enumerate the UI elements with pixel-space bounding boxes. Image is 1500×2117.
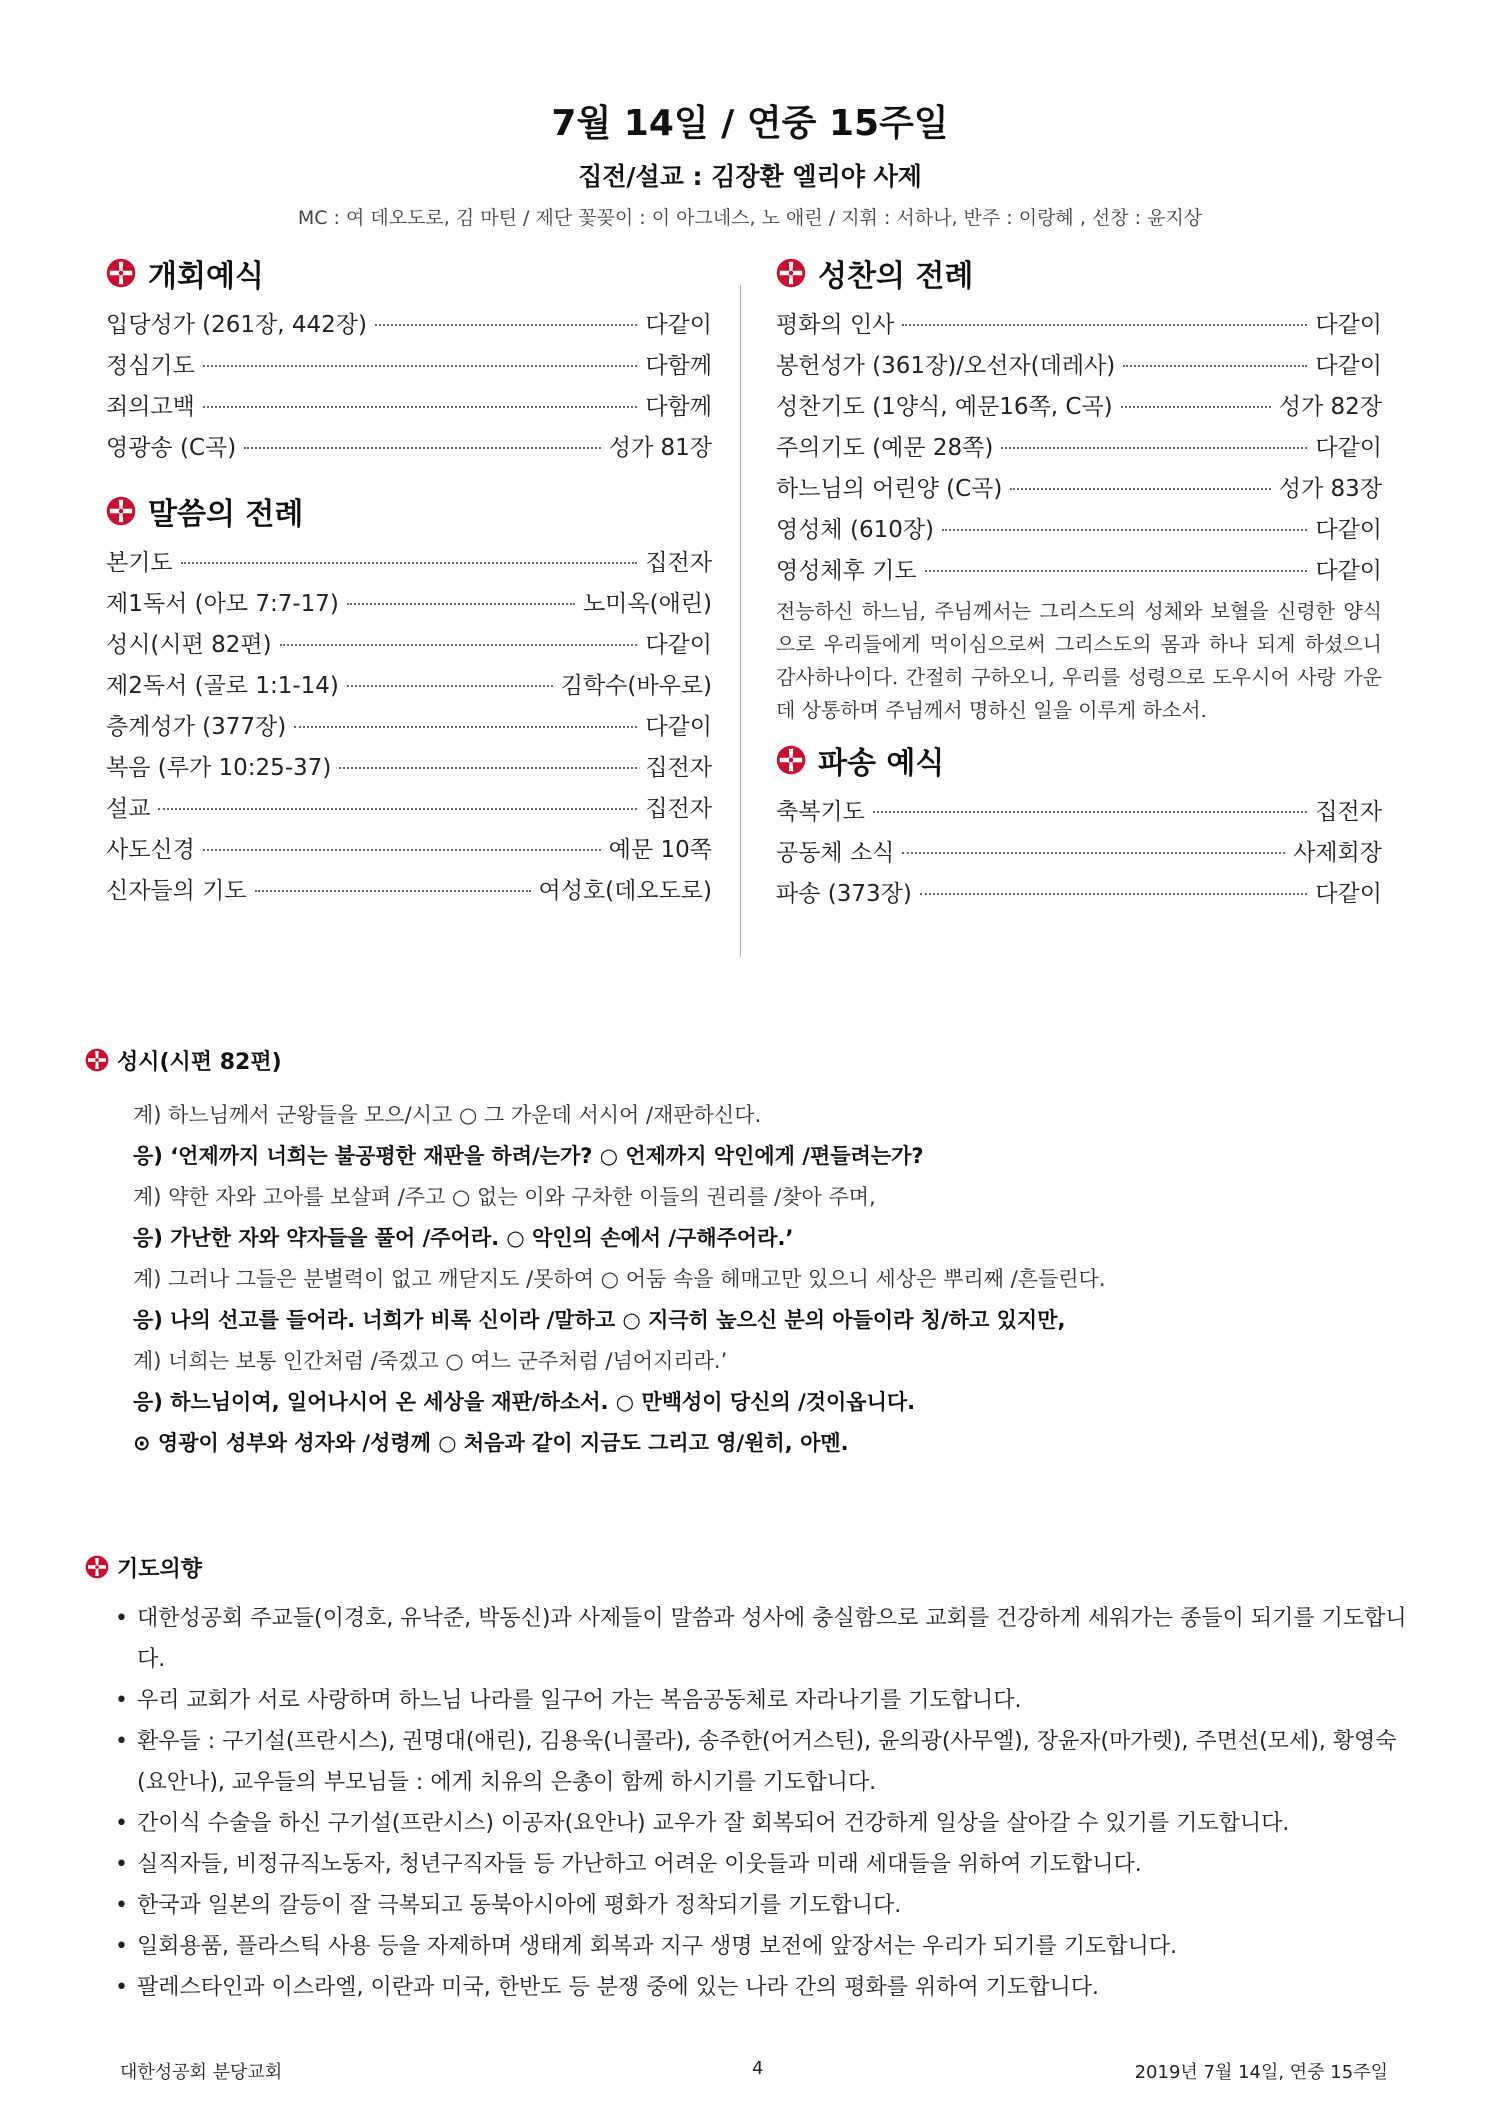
left-column	[106, 250, 712, 913]
leader-dots	[1010, 488, 1270, 490]
staff-credits: MC : 여 데오도로, 김 마틴 / 제단 꽃꽂이 : 이 아그네스, 노 애린 / 지휘 : 서하나, 반주 : 이랑혜 , 선창 : 윤지상	[297, 207, 1203, 229]
service-item-label: 정심기도	[106, 353, 195, 379]
service-item-label: 영성체 (610장)	[776, 517, 935, 543]
service-item	[106, 790, 712, 831]
service-item-label: 주의기도 (예문 28쪽)	[776, 435, 994, 461]
psalm-title: 성시(시편 82편)	[117, 1049, 282, 1075]
intention-item: • 대한성공회 주교들(이경호, 유낙준, 박동신)과 사제들이 말씀과 성사에 충실함으로 교회를 건강하게 세워가는 종들이 되기를 기도합니다.	[115, 1598, 1415, 1680]
psalm-lines	[133, 1095, 1415, 1464]
service-item	[106, 667, 712, 708]
right-column	[776, 250, 1382, 916]
service-item-value: 다같이	[1315, 353, 1382, 379]
service-item-value: 성가 82장	[1278, 394, 1382, 420]
eucharist-order-list	[776, 306, 1382, 593]
service-item-label: 축복기도	[776, 799, 865, 825]
service-item-value: 성가 81장	[608, 435, 712, 461]
intention-item: • 실직자들, 비정규직노동자, 청년구직자들 등 가난하고 어려운 이웃들과 미래 세대들을 위하여 기도합니다.	[115, 1844, 1415, 1885]
intention-item: • 간이식 수술을 하신 구기설(프란시스) 이공자(요안나) 교우가 잘 회복되어 건강하게 일상을 살아갈 수 있기를 기도합니다.	[115, 1803, 1415, 1844]
footer-page-number: 4	[752, 2058, 764, 2079]
service-item-label: 신자들의 기도	[106, 878, 247, 904]
service-item-label: 평화의 인사	[776, 312, 895, 338]
leader-dots	[920, 893, 1308, 895]
service-item-value: 다같이	[645, 632, 712, 658]
leader-dots	[294, 726, 637, 728]
service-item	[106, 429, 712, 470]
leader-dots	[347, 685, 553, 687]
leader-dots	[1121, 406, 1271, 408]
service-item	[106, 831, 712, 872]
leader-dots	[203, 365, 637, 367]
section-header-eucharist	[776, 250, 1382, 296]
psalm-line: 응) 하느님이여, 일어나시어 온 세상을 재판/하소서. ○ 만백성이 당신의 /것이옵니다.	[133, 1390, 916, 1414]
leader-dots	[942, 529, 1307, 531]
service-item-value: 다같이	[1315, 435, 1382, 461]
cross-icon	[85, 1048, 109, 1072]
service-item-value: 다함께	[645, 394, 712, 420]
psalm-section	[85, 1043, 1415, 1464]
service-item-label: 죄의고백	[106, 394, 195, 420]
leader-dots	[203, 849, 601, 851]
service-item-value: 집전자	[1315, 799, 1382, 825]
post-communion-prayer: 전능하신 하느님, 주님께서는 그리스도의 성체와 보혈을 신령한 양식으로 우리들에게 먹이심으로써 그리스도의 몸과 하나 되게 하셨으니 감사하나이다. 간절히 구하오니, 우리를 성령으로 도우시어 사랑 가운데 상통하며 주님께서 명하신 일을 이루게 하소서.	[776, 599, 1382, 722]
service-item	[776, 306, 1382, 347]
psalm-line: 응) ‘언제까지 너희는 불공평한 재판을 하려/는가? ○ 언제까지 악인에게 /편들려는가?	[133, 1144, 924, 1168]
service-item	[776, 388, 1382, 429]
service-item-value: 김학수(바우로)	[560, 673, 712, 699]
word-order-list	[106, 544, 712, 913]
cross-icon	[776, 258, 806, 288]
service-item	[106, 388, 712, 429]
cross-icon	[85, 1555, 109, 1579]
leader-dots	[347, 603, 575, 605]
intention-item: • 우리 교회가 서로 사랑하며 하느님 나라를 일구어 가는 복음공동체로 자라나기를 기도합니다.	[115, 1680, 1415, 1721]
column-divider	[740, 285, 741, 957]
page-header	[0, 100, 1500, 232]
service-item-label: 하느님의 어린양 (C곡)	[776, 476, 1003, 502]
service-item-label: 영성체후 기도	[776, 558, 917, 584]
intention-item: • 환우들 : 구기설(프란시스), 권명대(애린), 김용욱(니콜라), 송주한(어거스틴), 윤의광(사무엘), 장윤자(마가렛), 주면선(모세), 황영숙(요안나), 교우들의 부모님들 : 에게 치유의 은총이 함께 하시기를 기도합니다.	[115, 1721, 1415, 1803]
service-item-value: 집전자	[645, 796, 712, 822]
intentions-title: 기도의향	[117, 1556, 203, 1582]
service-item-label: 성시(시편 82편)	[106, 632, 272, 658]
psalm-line: 계) 하느님께서 군왕들을 모으/시고 ○ 그 가운데 서시어 /재판하신다.	[133, 1103, 762, 1127]
psalm-line: 응) 나의 선고를 들어라. 너희가 비록 신이라 /말하고 ○ 지극히 높으신 분의 아들이라 칭/하고 있지만,	[133, 1308, 1066, 1332]
service-item-value: 다같이	[645, 714, 712, 740]
leader-dots	[280, 644, 638, 646]
service-item-label: 영광송 (C곡)	[106, 435, 237, 461]
service-item	[106, 708, 712, 749]
leader-dots	[1001, 447, 1307, 449]
service-item-value: 다같이	[645, 312, 712, 338]
service-item-label: 공동체 소식	[776, 840, 895, 866]
service-item-value: 다같이	[1315, 517, 1382, 543]
intention-item: • 일회용품, 플라스틱 사용 등을 자제하며 생태계 회복과 지구 생명 보전에 앞장서는 우리가 되기를 기도합니다.	[115, 1926, 1415, 1967]
service-item-value: 성가 83장	[1278, 476, 1382, 502]
service-item	[776, 347, 1382, 388]
service-item-value: 집전자	[645, 550, 712, 576]
service-item	[776, 834, 1382, 875]
cross-icon	[776, 745, 806, 775]
section-title: 파송 예식	[818, 746, 945, 781]
service-item-value: 예문 10쪽	[608, 837, 712, 863]
service-item-value: 집전자	[645, 755, 712, 781]
cross-icon	[106, 496, 136, 526]
service-item-label: 제2독서 (골로 1:1-14)	[106, 673, 339, 699]
leader-dots	[902, 852, 1285, 854]
dismissal-order-list	[776, 793, 1382, 916]
section-title: 성찬의 전례	[818, 259, 974, 294]
section-header-word	[106, 488, 712, 534]
leader-dots	[925, 570, 1308, 572]
service-item-label: 사도신경	[106, 837, 195, 863]
service-item-label: 제1독서 (아모 7:7-17)	[106, 591, 339, 617]
service-item	[106, 347, 712, 388]
service-item-value: 다같이	[1315, 881, 1382, 907]
service-item	[776, 793, 1382, 834]
service-item-value: 다같이	[1315, 312, 1382, 338]
service-item	[776, 470, 1382, 511]
intention-item: • 한국과 일본의 갈등이 잘 극복되고 동북아시아에 평화가 정착되기를 기도합니다.	[115, 1885, 1415, 1926]
psalm-line: 계) 그러나 그들은 분별력이 없고 깨닫지도 /못하여 ○ 어둠 속을 헤매고만 있으니 세상은 뿌리째 /흔들린다.	[133, 1267, 1106, 1291]
cross-icon	[106, 258, 136, 288]
leader-dots	[873, 811, 1307, 813]
service-item-label: 파송 (373장)	[776, 881, 912, 907]
footer-church: 대한성공회 분당교회	[120, 2062, 283, 2083]
psalm-line: 계) 약한 자와 고아를 보살펴 /주고 ○ 없는 이와 구차한 이들의 권리를 /찾아 주며,	[133, 1185, 876, 1209]
leader-dots	[375, 324, 637, 326]
service-item	[776, 552, 1382, 593]
service-item	[106, 306, 712, 347]
intentions-header	[85, 1550, 1415, 1584]
service-item	[106, 544, 712, 585]
page-subtitle: 집전/설교 : 김장환 엘리야 사제	[578, 162, 922, 191]
service-item-label: 복음 (루가 10:25-37)	[106, 755, 332, 781]
service-item	[106, 585, 712, 626]
service-item-label: 층계성가 (377장)	[106, 714, 287, 740]
service-item-label: 봉헌성가 (361장)/오선자(데레사)	[776, 353, 1116, 379]
psalm-line: ⊙ 영광이 성부와 성자와 /성령께 ○ 처음과 같이 지금도 그리고 영/원히, 아멘.	[133, 1431, 849, 1455]
service-item	[776, 875, 1382, 916]
leader-dots	[158, 808, 637, 810]
service-item	[776, 429, 1382, 470]
service-item-value: 사제회장	[1293, 840, 1382, 866]
service-item-value: 여성호(데오도로)	[538, 878, 712, 904]
service-item	[106, 626, 712, 667]
page-title: 7월 14일 / 연중 15주일	[551, 103, 949, 144]
leader-dots	[203, 406, 637, 408]
intentions-section	[85, 1550, 1415, 2008]
footer-date: 2019년 7월 14일, 연중 15주일	[1134, 2062, 1388, 2083]
service-item-value: 다같이	[1315, 558, 1382, 584]
service-item-value: 노미옥(애린)	[582, 591, 712, 617]
service-item-label: 입당성가 (261장, 442장)	[106, 312, 367, 338]
leader-dots	[255, 890, 531, 892]
section-title: 개회예식	[148, 259, 264, 294]
leader-dots	[244, 447, 601, 449]
service-item	[106, 872, 712, 913]
service-item-label: 설교	[106, 796, 151, 822]
leader-dots	[339, 767, 637, 769]
opening-order-list	[106, 306, 712, 470]
section-title: 말씀의 전례	[148, 497, 304, 532]
service-item-label: 본기도	[106, 550, 173, 576]
service-item-label: 성찬기도 (1양식, 예문16쪽, C곡)	[776, 394, 1113, 420]
intention-item: • 팔레스타인과 이스라엘, 이란과 미국, 한반도 등 분쟁 중에 있는 나라 간의 평화를 위하여 기도합니다.	[115, 1967, 1415, 2008]
leader-dots	[181, 562, 638, 564]
intentions-list	[85, 1598, 1415, 2008]
section-header-dismissal	[776, 737, 1382, 783]
service-item	[106, 749, 712, 790]
psalm-line: 계) 너희는 보통 인간처럼 /죽겠고 ○ 여느 군주처럼 /넘어지리라.’	[133, 1349, 728, 1373]
leader-dots	[1123, 365, 1307, 367]
service-item-value: 다함께	[645, 353, 712, 379]
psalm-header	[85, 1043, 1415, 1077]
leader-dots	[902, 324, 1307, 326]
psalm-line: 응) 가난한 자와 약자들을 풀어 /주어라. ○ 악인의 손에서 /구해주어라.’	[133, 1226, 794, 1250]
service-item	[776, 511, 1382, 552]
section-header-opening	[106, 250, 712, 296]
